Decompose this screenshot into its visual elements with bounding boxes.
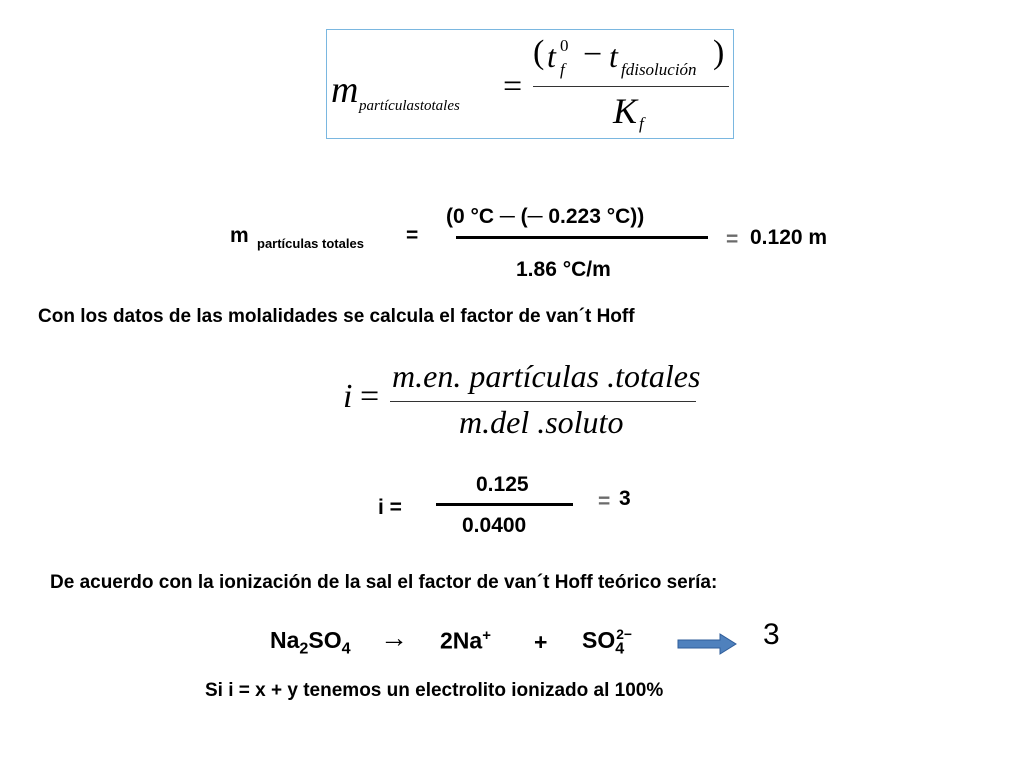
- calc2-result-eq: =: [598, 490, 611, 513]
- num-t1-sup: 0: [560, 36, 569, 55]
- formula2-fraction-bar: [390, 401, 696, 402]
- den-K: K: [613, 91, 638, 131]
- calc2-fraction-bar: [436, 503, 573, 506]
- num-t2-sub: fdisolución: [621, 60, 697, 79]
- formula2-numerator: m.en. partículas .totales: [392, 358, 701, 394]
- calc1-lhs-m: m: [230, 224, 249, 247]
- reaction-arrow-icon: →: [380, 622, 408, 653]
- calc1-lhs-sub: partículas totales: [257, 236, 364, 251]
- reactant-na2so4: $Na_2SO_4$: [270, 627, 351, 658]
- reaction-plus: +: [534, 629, 548, 655]
- calc1-fraction-bar: [456, 236, 708, 239]
- reaction-result: 3: [763, 618, 780, 651]
- formula2-equals: =: [360, 378, 380, 415]
- num-minus: −: [583, 36, 603, 73]
- block-arrow-icon: [676, 632, 738, 656]
- num-t1: t: [547, 38, 556, 74]
- formula2-i: i: [343, 378, 353, 415]
- product-2na: 2Na+: [440, 627, 491, 654]
- product-so4: $SO_4^{2-}$: [582, 627, 632, 658]
- calc2-numerator: 0.125: [476, 473, 529, 496]
- formula2-denominator: m.del .soluto: [459, 404, 624, 440]
- num-t1-sub: f: [560, 60, 565, 79]
- fraction-bar: [533, 86, 729, 87]
- calc1-lhs-eq: =: [406, 224, 419, 247]
- calc2-denominator: 0.0400: [462, 514, 527, 537]
- lhs-m: m: [331, 69, 359, 111]
- theoretical-factor-text: De acuerdo con la ionización de la sal el factor de van´t Hoff teórico sería:: [50, 572, 718, 593]
- num-t2: t: [609, 38, 618, 74]
- vant-hoff-intro-text: Con los datos de las molalidades se calcula el factor de van´t Hoff: [38, 306, 635, 327]
- calc2-result: 3: [619, 487, 631, 510]
- calc1-result: 0.120 m: [750, 226, 828, 249]
- molality-formula-box: [326, 29, 734, 139]
- lhs-subscript: partículastotales: [359, 98, 460, 114]
- calc1-denominator: 1.86 °C/m: [516, 258, 611, 281]
- num-close-paren: ): [713, 34, 725, 71]
- calc2-lhs: i =: [378, 496, 402, 519]
- calc1-numerator: (0 °C ─ (─ 0.223 °C)): [446, 205, 645, 228]
- num-open-paren: (: [533, 34, 545, 71]
- den-sub: f: [639, 114, 644, 133]
- electrolyte-conclusion-text: Si i = x + y tenemos un electrolito ionizado al 100%: [205, 680, 664, 701]
- calc1-result-eq: =: [726, 228, 739, 251]
- formula-equals: =: [503, 68, 523, 105]
